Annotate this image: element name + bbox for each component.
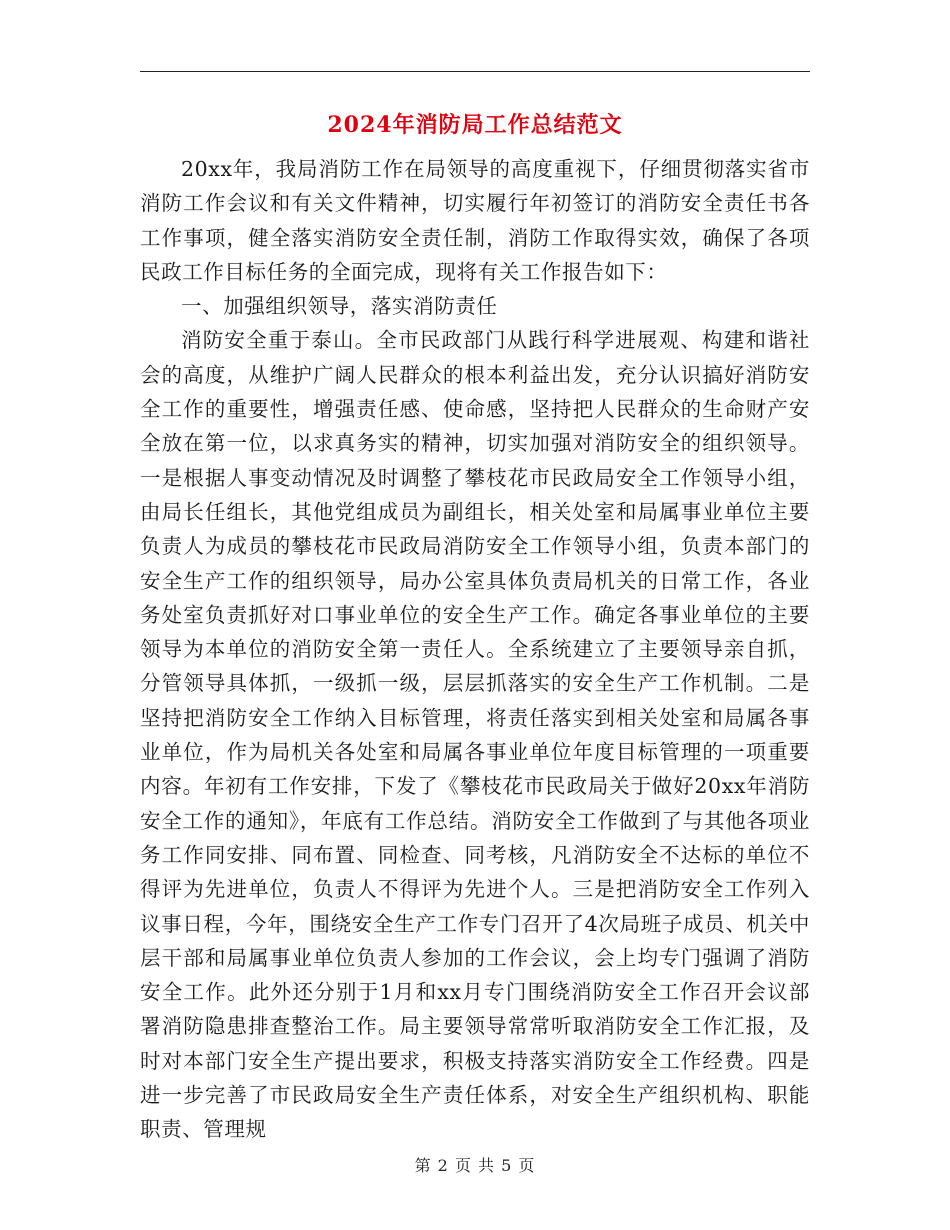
page-footer bbox=[140, 1153, 810, 1176]
page-number-label: 第 2 页 共 5 页 bbox=[414, 1156, 536, 1175]
section-heading: 一、加强组织领导，落实消防责任 bbox=[181, 294, 498, 319]
document-title: 2024年消防局工作总结范文 bbox=[327, 112, 623, 138]
paragraph-intro: 20xx年，我局消防工作在局领导的高度重视下，仔细贯彻落实省市消防工作会议和有关文件精神，切实履行年初签订的消防安全责任书各工作事项，健全落实消防安全责任制，消防工作取得实效，确保了各项民政工作目标任务的全面完成，现将有关工作报告如下： bbox=[140, 157, 810, 284]
document-body bbox=[140, 152, 810, 1147]
header-rule bbox=[140, 71, 810, 72]
paragraph-section-1: 消防安全重于泰山。全市民政部门从践行科学进展观、构建和谐社会的高度，从维护广阔人民群众的根本利益出发，充分认识搞好消防安全工作的重要性，增强责任感、使命感，坚持把人民群众的生命财产安全放在第一位，以求真务实的精神，切实加强对消防安全的组织领导。一是根据人事变动情况及时调整了攀枝花市民政局安全工作领导小组，由局长任组长，其他党组成员为副组长，相关处室和局属事业单位主要负责人为成员的攀枝花市民政局消防安全工作领导小组，负责本部门的安全生产工作的组织领导，局办公室具体负责局机关的日常工作，各业务处室负责抓好对口事业单位的安全生产工作。确定各事业单位的主要领导为本单位的消防安全第一责任人。全系统建立了主要领导亲自抓，分管领导具体抓，一级抓一级，层层抓落实的安全生产工作机制。二是坚持把消防安全工作纳入目标管理，将责任落实到相关处室和局属各事业单位，作为局机关各处室和局属各事业单位年度目标管理的一项重要内容。年初有工作安排，下发了《攀枝花市民政局关于做好20xx年消防安全工作的通知》，年底有工作总结。消防安全工作做到了与其他各项业务工作同安排、同布置、同检查、同考核，凡消防安全不达标的单位不得评为先进单位，负责人不得评为先进个人。三是把消防安全工作列入议事日程，今年，围绕安全生产工作专门召开了4次局班子成员、机关中层干部和局属事业单位负责人参加的工作会议，会上均专门强调了消防安全工作。此外还分别于1月和xx月专门围绕消防安全工作召开会议部署消防隐患排查整治工作。局主要领导常常听取消防安全工作汇报，及时对本部门安全生产提出要求，积极支持落实消防安全工作经费。四是进一步完善了市民政局安全生产责任体系，对安全生产组织机构、职能职责、管理规 bbox=[140, 328, 810, 1142]
